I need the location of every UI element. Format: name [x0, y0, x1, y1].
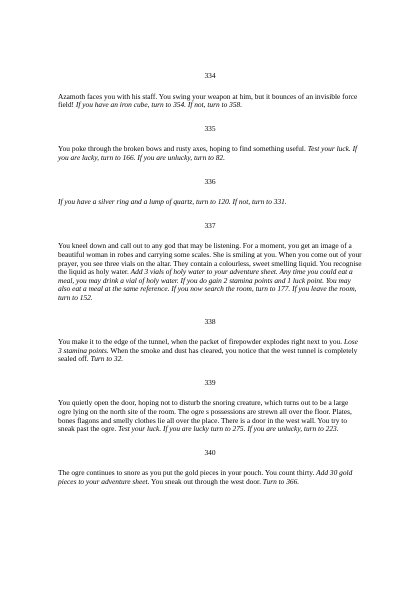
section-number: 336: [204, 176, 216, 186]
instruction-text: Add 3 vials of holy water to your adventure sheet. Any time you could eat a meal, you may drink a vial of holy water. If you do gain 2 stamina points and 1 luck point. You may also eat a meal at the same reference. If you now search the room, turn to 177. If you leave the room, turn to 152.: [58, 267, 357, 302]
section-paragraph: [58, 469, 362, 486]
narrative-text: You poke through the broken bows and rusty axes, hoping to find something useful.: [58, 144, 308, 154]
section-number: 338: [204, 316, 216, 326]
section-number: 339: [204, 377, 216, 387]
instruction-text: Test your luck. If you are lucky turn to 275. If you are unlucky, turn to 223.: [118, 424, 339, 434]
narrative-text: Azamoth faces you with his staff. You swing your weapon at him, but it bounces of an invisible force field!: [58, 91, 358, 110]
section-number: 340: [204, 447, 216, 457]
narrative-text: You make it to the edge of the tunnel, when the packet of firepowder explodes right next to you.: [58, 337, 344, 347]
narrative-text: You sneak out through the west door.: [149, 477, 263, 487]
instruction-text: If you have a silver ring and a lump of quartz, turn to 120. If not, turn to 331.: [58, 197, 287, 207]
narrative-text: The ogre continues to snore as you put the gold pieces in your pouch. You count thirty.: [58, 468, 317, 478]
instruction-text: Turn to 366.: [262, 477, 300, 487]
section-paragraph: [58, 198, 362, 207]
instruction-text: If you have an iron cube, turn to 354. If not, turn to 358.: [75, 100, 243, 110]
narrative-text: When the smoke and dust has cleared, you notice that the west tunnel is completely sealed off.: [58, 345, 358, 364]
section-number: 337: [204, 220, 216, 230]
section-paragraph: [58, 145, 362, 162]
instruction-text: Turn to 32.: [90, 354, 124, 364]
section-paragraph: [58, 338, 362, 364]
section-paragraph: [58, 93, 362, 110]
text-column: [58, 72, 362, 502]
section-number: 335: [204, 123, 216, 133]
narrative-text: You kneel down and call out to any god that may be listening. For a moment, you get an image of a beautiful woman in robes and carrying some scales. She is smiling at you. When you come out of your prayer, you see three vials on the altar. They contain a colourless, sweet smelling liquid. You recognise the liquid as holy water.: [58, 241, 362, 277]
instruction-text: Add 30 gold pieces to your adventure sheet.: [58, 468, 353, 487]
instruction-text: Lose 3 stamina points.: [58, 337, 358, 355]
instruction-text: Test your luck. If you are lucky, turn to 166. If you are unlucky, turn to 82.: [58, 144, 358, 162]
narrative-text: You quietly open the door, hoping not to disturb the snoring creature, which turns out to be a large ogre lying on the north site of the room. The ogre s possessions are strewn all over the floor. Plates, bones flagons and smelly clothes lie all over the place. There is a door in the west wall. You try to sneak past the ogre.: [58, 398, 352, 434]
section-number: 334: [204, 71, 216, 80]
section-paragraph: [58, 242, 362, 302]
section-paragraph: [58, 399, 362, 433]
